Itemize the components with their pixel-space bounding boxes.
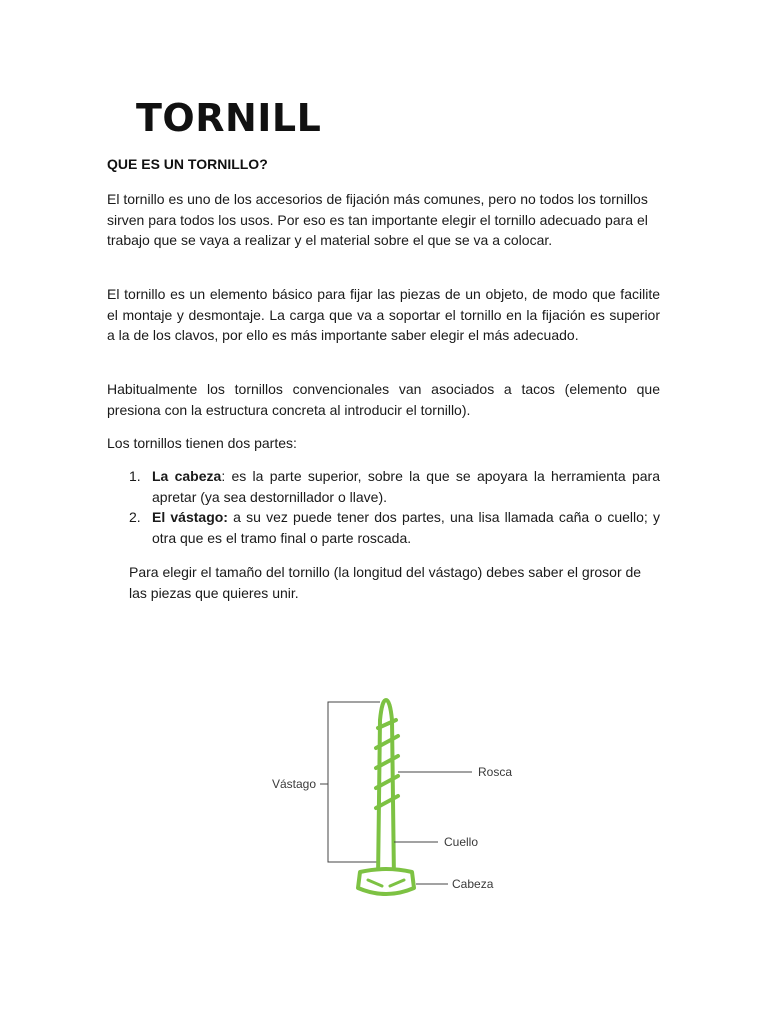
screw-head xyxy=(358,869,414,894)
label-thread: Rosca xyxy=(478,765,513,779)
list-item xyxy=(107,507,660,548)
part-description: a su vez puede tener dos partes, una lisa llamada caña o cuello; y otra que es el tramo final o parte roscada. xyxy=(152,509,660,546)
parts-list xyxy=(107,466,660,548)
paragraph-tacos: Habitualmente los tornillos convencionales van asociados a tacos (elemento que presiona con la estructura concreta al introducir el tornillo). xyxy=(107,381,660,418)
screw-diagram xyxy=(250,690,550,910)
section-heading: QUE ES UN TORNILLO? xyxy=(107,156,268,172)
document-title: TORNILL xyxy=(136,96,322,140)
label-shank: Vástago xyxy=(272,777,317,791)
paragraph-parts-intro: Los tornillos tienen dos partes: xyxy=(107,435,297,451)
part-term: El vástago: xyxy=(152,509,228,525)
shank-bracket xyxy=(328,702,380,862)
paragraph-basic-element: El tornillo es un elemento básico para fijar las piezas de un objeto, de modo que facilite el montaje y desmontaje. La carga que va a soportar el tornillo en la fijación es superior a la de los clavos, por ello es más importante saber elegir el más adecuado. xyxy=(107,286,660,343)
label-head: Cabeza xyxy=(452,877,494,891)
label-neck: Cuello xyxy=(444,835,479,849)
paragraph-intro: El tornillo es uno de los accesorios de fijación más comunes, pero no todos los tornillos sirven para todos los usos. Por eso es tan importante elegir el tornillo adecuado para el trabajo que se vaya a realizar y el material sobre el que se va a colocar. xyxy=(107,191,648,248)
part-description: : es la parte superior, sobre la que se apoyara la herramienta para apretar (ya sea destornillador o llave). xyxy=(152,468,660,505)
list-item xyxy=(107,466,660,507)
list-number: 2. xyxy=(129,509,141,525)
part-term: La cabeza xyxy=(152,468,222,484)
paragraph-closing: Para elegir el tamaño del tornillo (la longitud del vástago) debes saber el grosor de las piezas que quieres unir. xyxy=(129,564,642,601)
list-number: 1. xyxy=(129,468,141,484)
